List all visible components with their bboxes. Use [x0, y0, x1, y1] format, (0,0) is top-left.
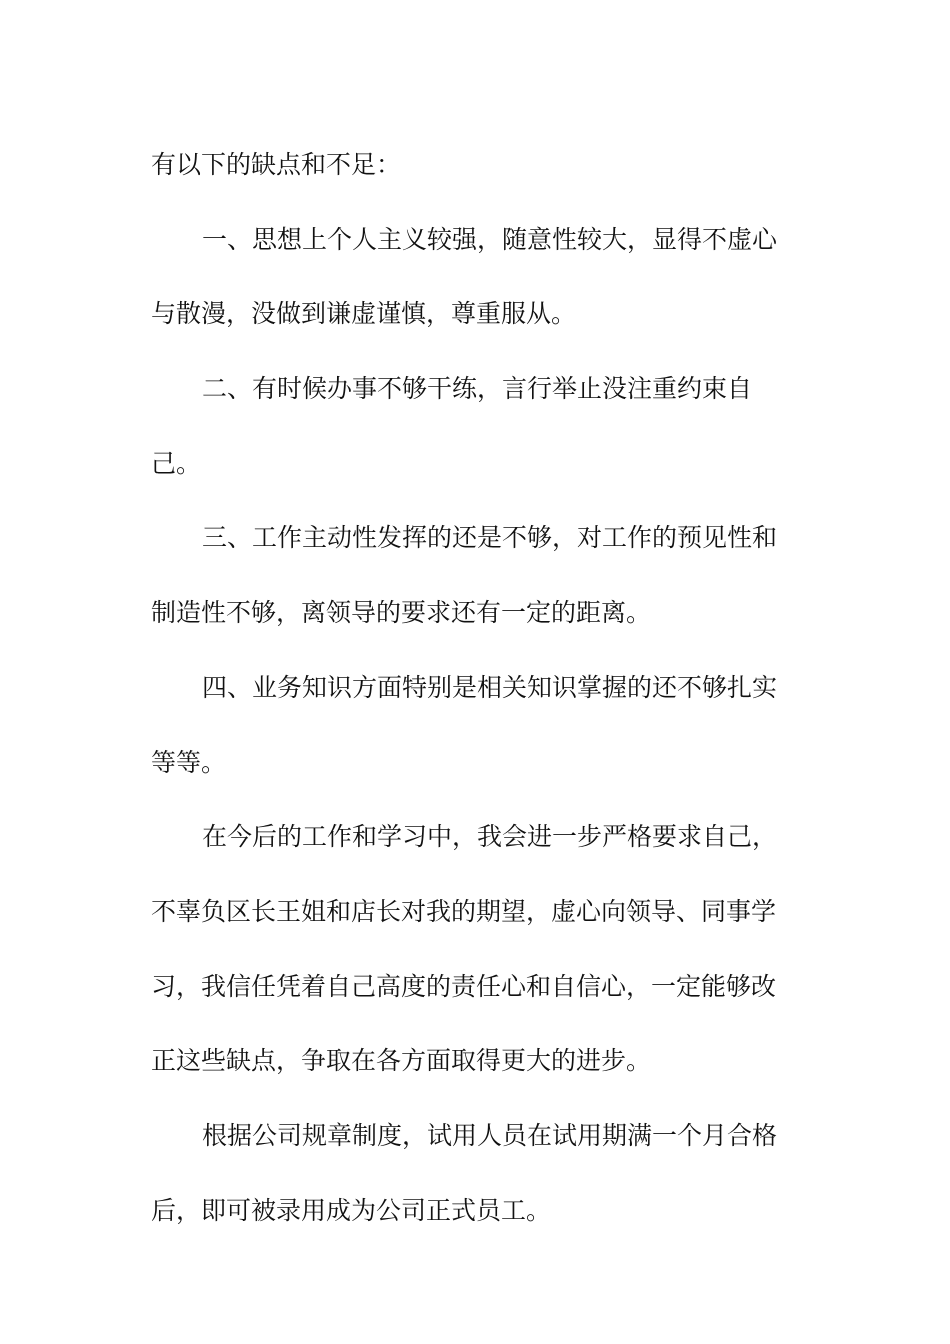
text-line: 不辜负区长王姐和店长对我的期望，虚心向领导、同事学 — [151, 896, 777, 926]
text-line: 一、思想上个人主义较强，随意性较大，显得不虚心 — [202, 224, 778, 254]
document-body — [151, 128, 801, 1248]
text-line: 根据公司规章制度，试用人员在试用期满一个月合格 — [202, 1120, 778, 1150]
text-line: 等等。 — [151, 747, 227, 777]
text-line: 后，即可被录用成为公司正式员工。 — [151, 1195, 552, 1225]
text-line: 在今后的工作和学习中，我会进一步严格要求自己， — [202, 822, 778, 852]
text-line: 有以下的缺点和不足： — [151, 150, 402, 179]
text-line: 制造性不够，离领导的要求还有一定的距离。 — [151, 598, 652, 628]
text-line: 己。 — [151, 448, 202, 478]
text-line: 与散漫，没做到谦虚谨慎，尊重服从。 — [151, 299, 577, 329]
text-line: 习，我信任凭着自己高度的责任心和自信心，一定能够改 — [151, 971, 777, 1001]
text-line: 三、工作主动性发挥的还是不够，对工作的预见性和 — [202, 523, 778, 553]
text-line: 正这些缺点，争取在各方面取得更大的进步。 — [151, 1046, 652, 1076]
text-line: 二、有时候办事不够干练，言行举止没注重约束自 — [202, 374, 753, 404]
text-line: 四、业务知识方面特别是相关知识掌握的还不够扎实 — [202, 672, 778, 702]
